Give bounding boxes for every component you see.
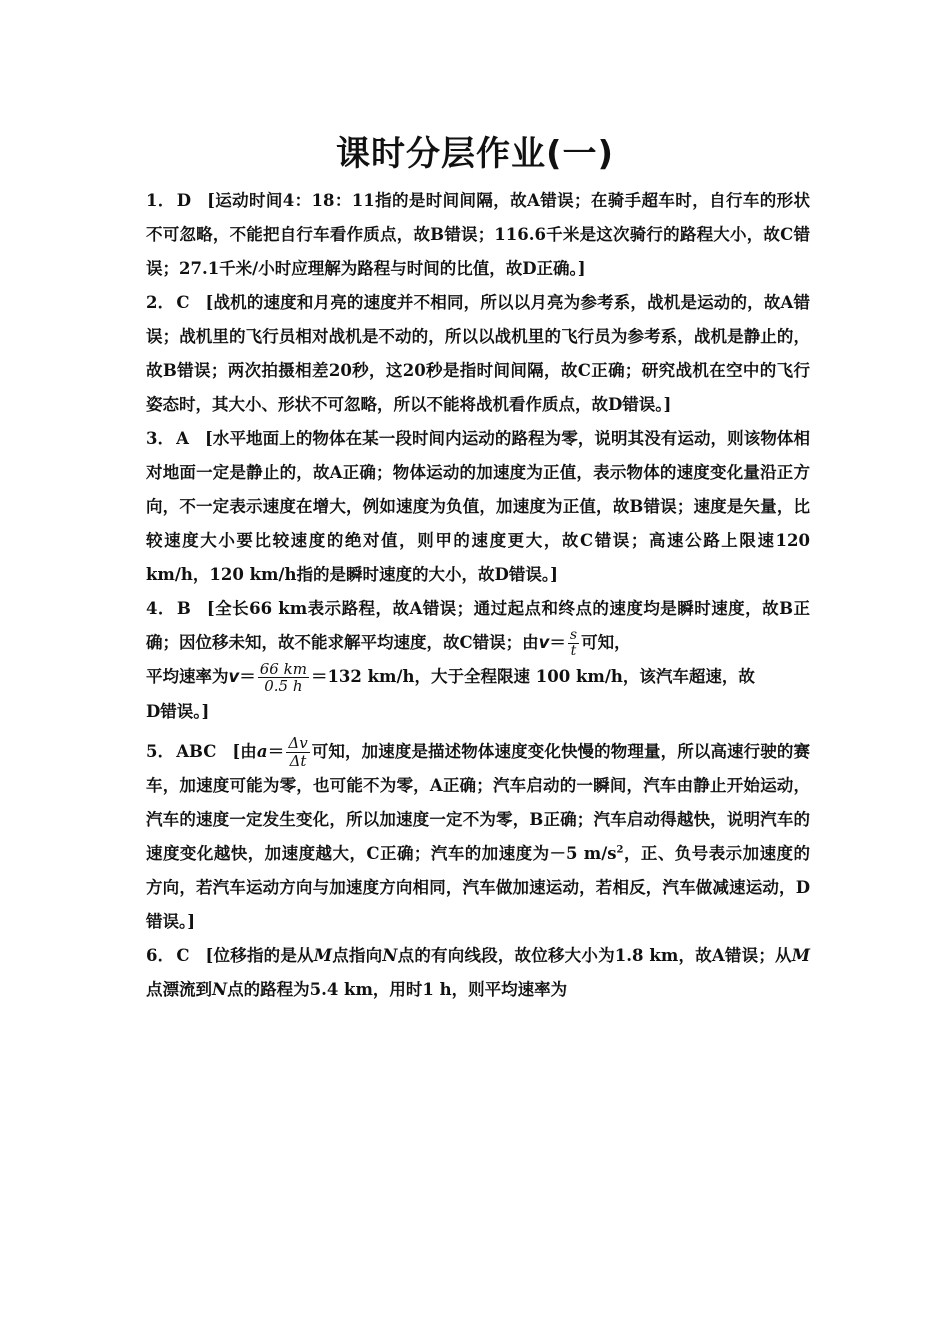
explanation-text: 可知， xyxy=(581,633,631,652)
explanation-text: [水平地面上的物体在某一段时间内运动的路程为零，说明其没有运动，则该物体相对地面一定是静止的，故A正确；物体运动的加速度为正值，表示物体的速度变化量沿正方向，不一定表示速度在增大，例如速度为负值，加速度为正值，故B错误；速度是矢量，比较速度大小要比较速度的绝对值，则甲的速度更大，故C错误；高速公路上限速120 km/h，120 km/h指的是瞬时速度的大小，故D错误。] xyxy=(146,429,811,584)
explanation-text: 平均速率为 xyxy=(146,667,229,686)
explanation-text: [由 xyxy=(232,741,257,761)
explanation-text: [位移指的是从 xyxy=(205,946,314,965)
answer-choice: A xyxy=(176,429,189,448)
question-number: 2． xyxy=(146,293,175,312)
question-number: 5． xyxy=(146,741,175,761)
explanation-text: 点指向 xyxy=(332,946,383,965)
answer-item-5 xyxy=(146,735,810,940)
question-number: 3． xyxy=(146,429,175,448)
answer-list xyxy=(146,184,810,1007)
fraction-distance-over-time xyxy=(258,661,309,695)
fraction-numerator: s xyxy=(569,626,578,643)
explanation-text: [全长66 km表示路程，故A错误；通过起点和终点的速度均是瞬时速度，故B正确；因位移未知，故不能求解平均速度，故C错误；由 xyxy=(146,599,810,652)
explanation-text: 点漂流到 xyxy=(146,980,212,999)
answer-choice: B xyxy=(176,599,191,618)
answer-choice: C xyxy=(176,946,190,965)
fraction-numerator: Δv xyxy=(288,734,308,752)
explanation-text: ，正、负号表示加速度的方向，若汽车运动方向与加速度方向相同，汽车做加速运动，若相反，汽车做减速运动，D错误。] xyxy=(146,844,810,931)
answer-choice: ABC xyxy=(176,741,217,761)
explanation-text: [战机的速度和月亮的速度并不相同，所以以月亮为参考系，战机是运动的，故A错误；战机里的飞行员相对战机是不动的，所以以战机里的飞行员为参考系，战机是静止的，故B错误；两次拍摄相差20秒，这20秒是指时间间隔，故C正确；研究战机在空中的飞行姿态时，其大小、形状不可忽略，所以不能将战机看作质点，故D错误。] xyxy=(146,293,811,414)
answer-choice: D xyxy=(176,191,192,210)
explanation-text: D错误。] xyxy=(146,701,210,721)
point-label: M xyxy=(791,946,810,965)
equals-sign: ＝ xyxy=(239,667,256,686)
fraction-denominator: Δt xyxy=(289,751,307,770)
point-label: M xyxy=(313,946,333,965)
fraction-s-over-t xyxy=(568,628,579,660)
answer-item-2 xyxy=(146,286,810,422)
explanation-text: 可知，加速度是描述物体速度变化快慢的物理量，所以高速行驶的赛车，加速度可能为零，也可能不为零，A正确；汽车启动的一瞬间，汽车由静止开始运动，汽车的速度一定发生变化，所以加速度一定不为零，B正确；汽车启动得越快，说明汽车的速度变化越快，加速度越大，C正确；汽车的加速度为－5 m/s xyxy=(146,741,811,863)
point-label: N xyxy=(212,980,228,999)
superscript: 2 xyxy=(616,844,624,856)
explanation-text: ＝132 km/h，大于全程限速 100 km/h，该汽车超速，故 xyxy=(310,667,755,686)
acceleration-symbol: a xyxy=(256,741,268,761)
question-number: 4． xyxy=(146,599,175,618)
answer-item-3 xyxy=(146,422,810,592)
explanation-text: 点的路程为5.4 km，用时1 h，则平均速率为 xyxy=(227,980,568,999)
fraction-denominator: t xyxy=(570,643,577,659)
question-number: 1． xyxy=(146,191,175,210)
answer-item-1 xyxy=(146,184,810,286)
explanation-text: [运动时间4：18：11指的是时间间隔，故A错误；在骑手超车时，自行车的形状不可忽略，不能把自行车看作质点，故B错误；116.6千米是这次骑行的路程大小，故C错误；27.1千米/小时应理解为路程与时间的比值，故D正确。] xyxy=(146,191,810,278)
fraction-delta-v-over-delta-t xyxy=(286,735,309,769)
fraction-numerator: 66 km xyxy=(259,659,307,678)
equals-sign: ＝ xyxy=(267,741,285,761)
answer-choice: C xyxy=(176,293,190,312)
answer-item-6 xyxy=(146,939,810,1007)
explanation-text: 点的有向线段，故位移大小为1.8 km，故A错误；从 xyxy=(397,946,792,965)
velocity-symbol: v xyxy=(228,667,240,686)
answer-item-4 xyxy=(146,592,810,729)
velocity-symbol: v xyxy=(538,633,550,652)
page-title: 课时分层作业(一) xyxy=(335,134,615,174)
equals-sign: ＝ xyxy=(549,633,566,652)
point-label: N xyxy=(382,946,398,965)
question-number: 6． xyxy=(146,946,175,965)
fraction-denominator: 0.5 h xyxy=(264,677,303,695)
